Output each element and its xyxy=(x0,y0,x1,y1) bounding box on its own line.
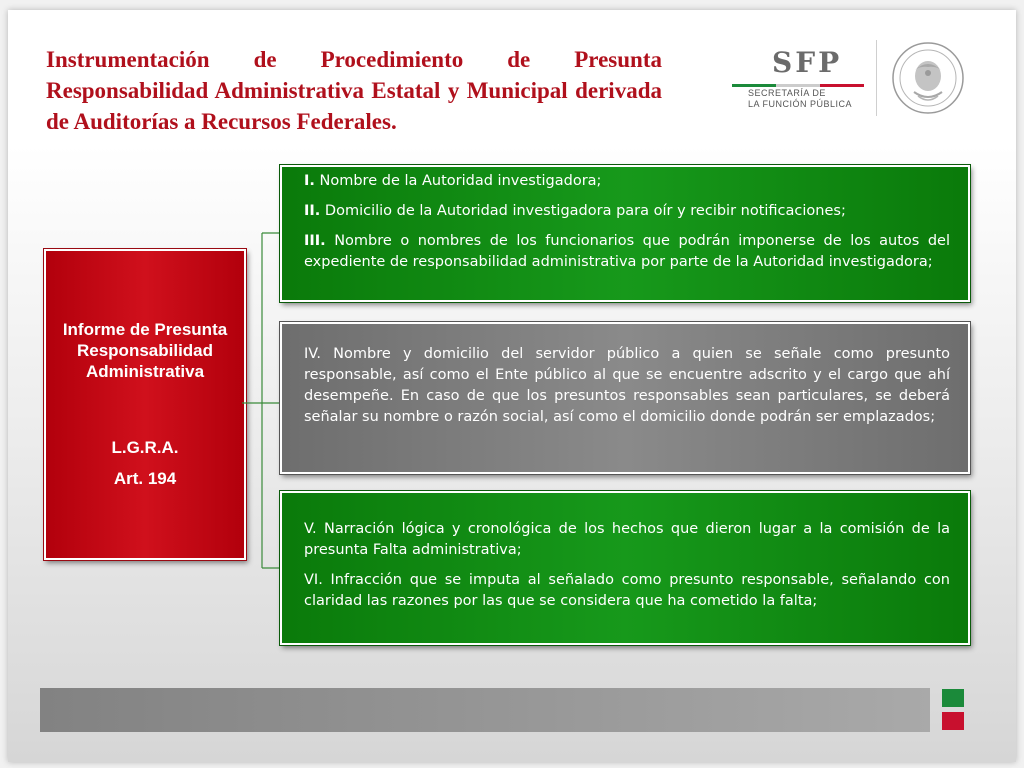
list-item: VI. Infracción que se imputa al señalado como presunto responsable, señalando con claridad las razones por las que se considera que ha cometido la falta; xyxy=(304,572,950,609)
slide-title: Instrumentación de Procedimiento de Presunta Responsabilidad Administrativa Estatal y Municipal derivada de Auditorías a Recursos Federales. xyxy=(46,47,662,134)
requirements-box-3 xyxy=(280,491,970,645)
law-reference: L.G.R.A. xyxy=(111,438,179,457)
logo-acronym: SFP xyxy=(772,46,843,79)
requirements-box-1 xyxy=(280,165,970,302)
logo-line1: SECRETARÍA DE xyxy=(748,88,826,98)
logo-line2: LA FUNCIÓN PÚBLICA xyxy=(748,99,853,109)
article-reference: Art. 194 xyxy=(113,469,177,488)
report-title: Informe de Presunta Responsabilidad Administrativa xyxy=(62,320,228,381)
list-item: II. Domicilio de la Autoridad investigadora para oír y recibir notificaciones; xyxy=(304,203,846,219)
list-item: III. Nombre o nombres de los funcionarios que podrán imponerse de los autos del expediente de responsabilidad administrativa por parte de la Autoridad investigadora; xyxy=(304,233,950,270)
footer-red-square xyxy=(942,712,964,730)
list-item: I. Nombre de la Autoridad investigadora; xyxy=(304,173,602,189)
footer-green-square xyxy=(942,689,964,707)
list-item: V. Narración lógica y cronológica de los hechos que dieron lugar a la comisión de la presunta Falta administrativa; xyxy=(304,521,950,558)
requirements-box-2 xyxy=(280,322,970,474)
footer-bar xyxy=(40,688,930,732)
list-item: IV. Nombre y domicilio del servidor público a quien se señale como presunto responsable, así como el Ente público al que se encuentre adscrito y el cargo que ahí desempeñe. En caso de que los presuntos responsables sean particulares, se deberá señalar su nombre o razón social, así como el domicilio donde podrán ser emplazados; xyxy=(304,346,950,425)
